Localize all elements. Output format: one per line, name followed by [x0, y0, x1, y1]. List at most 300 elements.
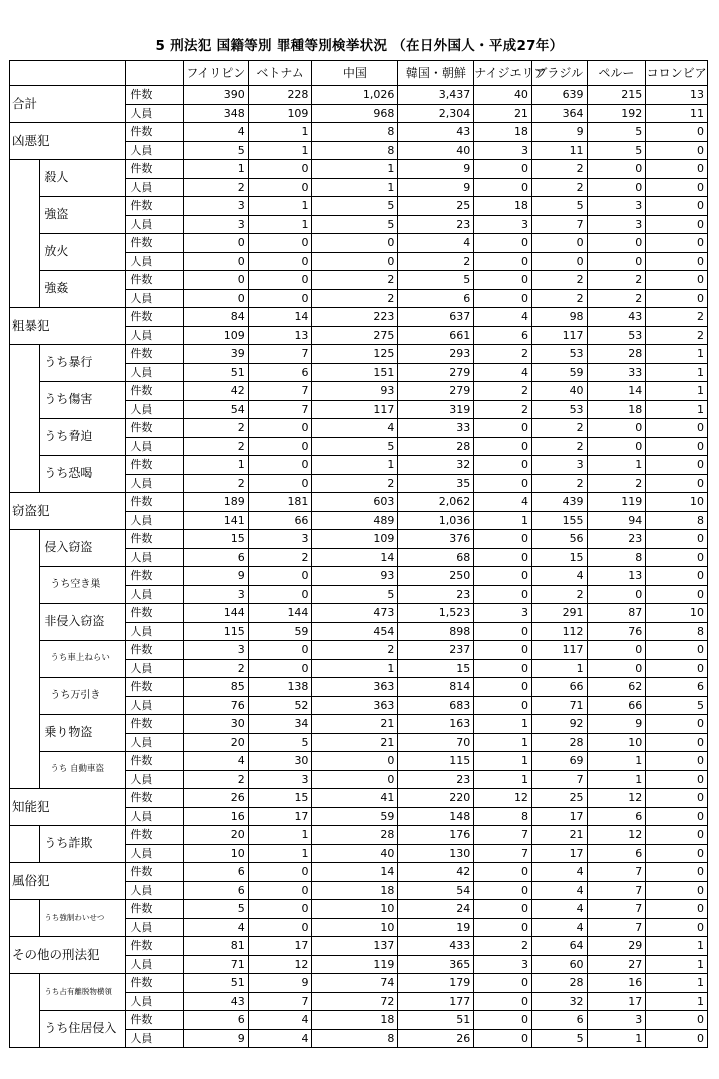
value-cell: 1: [312, 659, 398, 678]
value-cell: 2: [531, 419, 587, 438]
row-kind-label: 人員: [126, 955, 184, 974]
value-cell: 59: [531, 363, 587, 382]
value-cell: 93: [312, 567, 398, 586]
row-kind-label: 件数: [126, 160, 184, 179]
value-cell: 20: [183, 733, 248, 752]
category-label: 風俗犯: [10, 863, 126, 900]
subcategory-label: うち暴行: [40, 345, 126, 382]
value-cell: 0: [587, 659, 646, 678]
row-kind-label: 件数: [126, 86, 184, 105]
value-cell: 14: [587, 382, 646, 401]
value-cell: 1: [531, 659, 587, 678]
value-cell: 1: [312, 456, 398, 475]
value-cell: 115: [183, 622, 248, 641]
value-cell: 2: [531, 437, 587, 456]
column-header: 中国: [312, 61, 398, 86]
value-cell: 7: [248, 382, 312, 401]
value-cell: 2: [531, 289, 587, 308]
value-cell: 130: [398, 844, 474, 863]
value-cell: 0: [474, 881, 532, 900]
value-cell: 0: [248, 585, 312, 604]
value-cell: 1,026: [312, 86, 398, 105]
row-kind-label: 件数: [126, 974, 184, 993]
table-row: [10, 752, 708, 771]
value-cell: 2: [646, 326, 708, 345]
value-cell: 2: [312, 474, 398, 493]
value-cell: 23: [398, 770, 474, 789]
value-cell: 72: [312, 992, 398, 1011]
value-cell: 54: [183, 400, 248, 419]
value-cell: 21: [312, 733, 398, 752]
value-cell: 0: [474, 530, 532, 549]
column-header: フイリピン: [183, 61, 248, 86]
value-cell: 489: [312, 511, 398, 530]
value-cell: 639: [531, 86, 587, 105]
value-cell: 18: [474, 123, 532, 142]
value-cell: 1: [646, 345, 708, 364]
value-cell: 0: [646, 844, 708, 863]
value-cell: 51: [398, 1011, 474, 1030]
value-cell: 7: [587, 900, 646, 919]
value-cell: 433: [398, 937, 474, 956]
subcategory-label: うち詐欺: [40, 826, 126, 863]
value-cell: 4: [531, 918, 587, 937]
value-cell: 6: [183, 548, 248, 567]
value-cell: 0: [248, 863, 312, 882]
row-kind-label: 人員: [126, 918, 184, 937]
table-row: [10, 826, 708, 845]
value-cell: 5: [312, 437, 398, 456]
value-cell: 6: [474, 326, 532, 345]
row-kind-label: 人員: [126, 252, 184, 271]
value-cell: 151: [312, 363, 398, 382]
value-cell: 71: [531, 696, 587, 715]
value-cell: 163: [398, 715, 474, 734]
value-cell: 144: [248, 604, 312, 623]
subcategory-label: うち恐喝: [40, 456, 126, 493]
value-cell: 0: [248, 160, 312, 179]
value-cell: 0: [248, 641, 312, 660]
value-cell: 2: [474, 937, 532, 956]
value-cell: 0: [646, 474, 708, 493]
value-cell: 7: [474, 826, 532, 845]
value-cell: 0: [474, 548, 532, 567]
value-cell: 0: [646, 770, 708, 789]
value-cell: 117: [531, 326, 587, 345]
value-cell: 181: [248, 493, 312, 512]
value-cell: 2: [312, 289, 398, 308]
value-cell: 0: [646, 567, 708, 586]
value-cell: 6: [248, 363, 312, 382]
value-cell: 74: [312, 974, 398, 993]
table-row: [10, 456, 708, 475]
value-cell: 0: [646, 826, 708, 845]
value-cell: 6: [398, 289, 474, 308]
value-cell: 19: [398, 918, 474, 937]
table-row: [10, 234, 708, 253]
value-cell: 220: [398, 789, 474, 808]
category-label: 粗暴犯: [10, 308, 126, 345]
value-cell: 42: [183, 382, 248, 401]
row-kind-label: 人員: [126, 474, 184, 493]
value-cell: 439: [531, 493, 587, 512]
value-cell: 1: [474, 733, 532, 752]
row-kind-label: 件数: [126, 937, 184, 956]
value-cell: 1: [248, 141, 312, 160]
value-cell: 4: [183, 123, 248, 142]
row-kind-label: 件数: [126, 456, 184, 475]
value-cell: 9: [587, 715, 646, 734]
value-cell: 364: [531, 104, 587, 123]
value-cell: 98: [531, 308, 587, 327]
value-cell: 0: [587, 641, 646, 660]
arrest-statistics-table: [9, 60, 708, 1048]
value-cell: 13: [248, 326, 312, 345]
row-kind-label: 人員: [126, 585, 184, 604]
value-cell: 7: [531, 770, 587, 789]
value-cell: 32: [531, 992, 587, 1011]
table-row: [10, 123, 708, 142]
value-cell: 0: [248, 178, 312, 197]
column-header: 韓国・朝鮮: [398, 61, 474, 86]
value-cell: 2: [587, 289, 646, 308]
row-kind-label: 人員: [126, 178, 184, 197]
value-cell: 28: [587, 345, 646, 364]
value-cell: 3: [587, 197, 646, 216]
indent-cell: [10, 530, 40, 789]
value-cell: 0: [474, 1029, 532, 1048]
value-cell: 5: [587, 141, 646, 160]
subcategory-label: うち占有離脱物横領: [40, 974, 126, 1011]
value-cell: 2: [183, 437, 248, 456]
table-row: [10, 567, 708, 586]
value-cell: 4: [474, 308, 532, 327]
value-cell: 10: [312, 918, 398, 937]
value-cell: 814: [398, 678, 474, 697]
value-cell: 9: [398, 178, 474, 197]
indent-cell: [10, 974, 40, 1048]
row-kind-label: 人員: [126, 881, 184, 900]
value-cell: 4: [474, 493, 532, 512]
value-cell: 5: [587, 123, 646, 142]
value-cell: 6: [531, 1011, 587, 1030]
value-cell: 40: [531, 382, 587, 401]
column-header: ナイジエリア: [474, 61, 532, 86]
table-row: [10, 604, 708, 623]
row-kind-label: 件数: [126, 197, 184, 216]
value-cell: 189: [183, 493, 248, 512]
value-cell: 4: [248, 1029, 312, 1048]
value-cell: 3: [183, 585, 248, 604]
value-cell: 0: [312, 770, 398, 789]
value-cell: 0: [183, 252, 248, 271]
value-cell: 0: [474, 696, 532, 715]
value-cell: 0: [248, 659, 312, 678]
value-cell: 119: [587, 493, 646, 512]
value-cell: 0: [646, 160, 708, 179]
value-cell: 23: [398, 215, 474, 234]
value-cell: 5: [183, 141, 248, 160]
value-cell: 29: [587, 937, 646, 956]
value-cell: 0: [248, 234, 312, 253]
value-cell: 4: [531, 863, 587, 882]
table-row: [10, 641, 708, 660]
value-cell: 119: [312, 955, 398, 974]
value-cell: 0: [248, 900, 312, 919]
value-cell: 17: [248, 807, 312, 826]
value-cell: 144: [183, 604, 248, 623]
row-kind-label: 人員: [126, 141, 184, 160]
value-cell: 0: [587, 437, 646, 456]
value-cell: 3: [474, 215, 532, 234]
value-cell: 35: [398, 474, 474, 493]
value-cell: 0: [248, 271, 312, 290]
value-cell: 18: [474, 197, 532, 216]
value-cell: 30: [248, 752, 312, 771]
value-cell: 0: [474, 974, 532, 993]
value-cell: 4: [531, 900, 587, 919]
row-kind-label: 人員: [126, 104, 184, 123]
value-cell: 93: [312, 382, 398, 401]
value-cell: 17: [531, 807, 587, 826]
subcategory-label: 強姦: [40, 271, 126, 308]
row-kind-label: 件数: [126, 826, 184, 845]
value-cell: 5: [312, 197, 398, 216]
value-cell: 94: [587, 511, 646, 530]
value-cell: 13: [646, 86, 708, 105]
value-cell: 32: [398, 456, 474, 475]
value-cell: 10: [587, 733, 646, 752]
value-cell: 62: [587, 678, 646, 697]
value-cell: 0: [248, 918, 312, 937]
value-cell: 0: [646, 789, 708, 808]
value-cell: 10: [646, 493, 708, 512]
value-cell: 223: [312, 308, 398, 327]
value-cell: 6: [183, 881, 248, 900]
value-cell: 3: [474, 141, 532, 160]
value-cell: 0: [248, 252, 312, 271]
subcategory-label: 強盗: [40, 197, 126, 234]
table-row: [10, 345, 708, 364]
table-row: [10, 1011, 708, 1030]
value-cell: 109: [312, 530, 398, 549]
subcategory-label: うち脅迫: [40, 419, 126, 456]
value-cell: 0: [646, 733, 708, 752]
value-cell: 1: [248, 215, 312, 234]
value-cell: 2: [312, 271, 398, 290]
value-cell: 30: [183, 715, 248, 734]
value-cell: 1: [248, 197, 312, 216]
value-cell: 1: [587, 1029, 646, 1048]
value-cell: 0: [474, 678, 532, 697]
value-cell: 0: [474, 271, 532, 290]
row-kind-label: 件数: [126, 271, 184, 290]
value-cell: 683: [398, 696, 474, 715]
value-cell: 28: [312, 826, 398, 845]
value-cell: 2: [531, 271, 587, 290]
value-cell: 177: [398, 992, 474, 1011]
value-cell: 53: [587, 326, 646, 345]
value-cell: 0: [646, 197, 708, 216]
row-kind-label: 人員: [126, 992, 184, 1011]
value-cell: 40: [312, 844, 398, 863]
value-cell: 968: [312, 104, 398, 123]
value-cell: 0: [587, 178, 646, 197]
value-cell: 27: [587, 955, 646, 974]
value-cell: 66: [587, 696, 646, 715]
value-cell: 11: [531, 141, 587, 160]
column-header: ブラジル: [531, 61, 587, 86]
value-cell: 9: [248, 974, 312, 993]
value-cell: 28: [398, 437, 474, 456]
value-cell: 0: [312, 752, 398, 771]
value-cell: 18: [312, 881, 398, 900]
value-cell: 5: [531, 1029, 587, 1048]
value-cell: 1: [646, 992, 708, 1011]
value-cell: 1: [474, 752, 532, 771]
category-label: 窃盗犯: [10, 493, 126, 530]
row-kind-label: 人員: [126, 844, 184, 863]
value-cell: 109: [248, 104, 312, 123]
value-cell: 1: [646, 400, 708, 419]
value-cell: 6: [646, 678, 708, 697]
value-cell: 0: [646, 1011, 708, 1030]
value-cell: 0: [531, 252, 587, 271]
value-cell: 11: [646, 104, 708, 123]
value-cell: 3: [248, 770, 312, 789]
value-cell: 16: [183, 807, 248, 826]
value-cell: 0: [646, 252, 708, 271]
value-cell: 0: [646, 234, 708, 253]
indent-cell: [10, 900, 40, 937]
value-cell: 0: [248, 456, 312, 475]
subcategory-label: うち空き巣: [40, 567, 126, 604]
row-kind-label: 人員: [126, 807, 184, 826]
value-cell: 14: [312, 548, 398, 567]
subcategory-label: 非侵入窃盗: [40, 604, 126, 641]
value-cell: 2: [587, 271, 646, 290]
value-cell: 5: [312, 585, 398, 604]
value-cell: 0: [474, 419, 532, 438]
value-cell: 0: [646, 123, 708, 142]
row-kind-label: 件数: [126, 715, 184, 734]
value-cell: 2: [248, 548, 312, 567]
row-kind-label: 件数: [126, 123, 184, 142]
value-cell: 0: [646, 271, 708, 290]
value-cell: 603: [312, 493, 398, 512]
column-header: ベトナム: [248, 61, 312, 86]
value-cell: 43: [587, 308, 646, 327]
value-cell: 4: [183, 918, 248, 937]
value-cell: 23: [587, 530, 646, 549]
value-cell: 0: [646, 918, 708, 937]
subcategory-label: 侵入窃盗: [40, 530, 126, 567]
value-cell: 59: [248, 622, 312, 641]
value-cell: 66: [248, 511, 312, 530]
value-cell: 8: [312, 141, 398, 160]
value-cell: 0: [646, 178, 708, 197]
value-cell: 1: [646, 937, 708, 956]
indent-cell: [10, 345, 40, 493]
value-cell: 4: [531, 567, 587, 586]
value-cell: 21: [312, 715, 398, 734]
subcategory-label: うち強制わいせつ: [40, 900, 126, 937]
value-cell: 18: [587, 400, 646, 419]
row-kind-label: 件数: [126, 530, 184, 549]
value-cell: 125: [312, 345, 398, 364]
value-cell: 39: [183, 345, 248, 364]
value-cell: 6: [183, 863, 248, 882]
value-cell: 2: [531, 585, 587, 604]
value-cell: 1: [248, 123, 312, 142]
table-row: [10, 900, 708, 919]
value-cell: 6: [183, 1011, 248, 1030]
value-cell: 5: [398, 271, 474, 290]
value-cell: 69: [531, 752, 587, 771]
value-cell: 3,437: [398, 86, 474, 105]
value-cell: 291: [531, 604, 587, 623]
value-cell: 8: [646, 511, 708, 530]
value-cell: 2: [531, 178, 587, 197]
subcategory-label: うち 自動車盗: [40, 752, 126, 789]
table-body: [10, 61, 708, 1048]
value-cell: 215: [587, 86, 646, 105]
table-row: [10, 715, 708, 734]
value-cell: 237: [398, 641, 474, 660]
value-cell: 0: [646, 1029, 708, 1048]
value-cell: 2: [474, 345, 532, 364]
subcategory-label: うち車上ねらい: [40, 641, 126, 678]
value-cell: 3: [474, 604, 532, 623]
value-cell: 2,062: [398, 493, 474, 512]
value-cell: 7: [587, 881, 646, 900]
value-cell: 390: [183, 86, 248, 105]
category-label: 合計: [10, 86, 126, 123]
value-cell: 0: [587, 585, 646, 604]
value-cell: 0: [474, 863, 532, 882]
value-cell: 7: [248, 400, 312, 419]
value-cell: 9: [398, 160, 474, 179]
value-cell: 2: [183, 419, 248, 438]
value-cell: 81: [183, 937, 248, 956]
row-kind-label: 人員: [126, 733, 184, 752]
value-cell: 0: [646, 863, 708, 882]
row-kind-label: 件数: [126, 419, 184, 438]
row-kind-label: 人員: [126, 1029, 184, 1048]
value-cell: 1: [646, 382, 708, 401]
value-cell: 85: [183, 678, 248, 697]
value-cell: 5: [646, 696, 708, 715]
value-cell: 1: [474, 511, 532, 530]
value-cell: 53: [531, 400, 587, 419]
value-cell: 4: [183, 752, 248, 771]
value-cell: 17: [587, 992, 646, 1011]
value-cell: 1,523: [398, 604, 474, 623]
header-row: [10, 61, 708, 86]
value-cell: 40: [398, 141, 474, 160]
value-cell: 12: [248, 955, 312, 974]
value-cell: 363: [312, 678, 398, 697]
table-row: [10, 197, 708, 216]
row-kind-label: 件数: [126, 567, 184, 586]
value-cell: 0: [474, 1011, 532, 1030]
value-cell: 5: [531, 197, 587, 216]
value-cell: 34: [248, 715, 312, 734]
value-cell: 54: [398, 881, 474, 900]
column-header: コロンビア: [646, 61, 708, 86]
value-cell: 15: [248, 789, 312, 808]
value-cell: 2: [183, 474, 248, 493]
